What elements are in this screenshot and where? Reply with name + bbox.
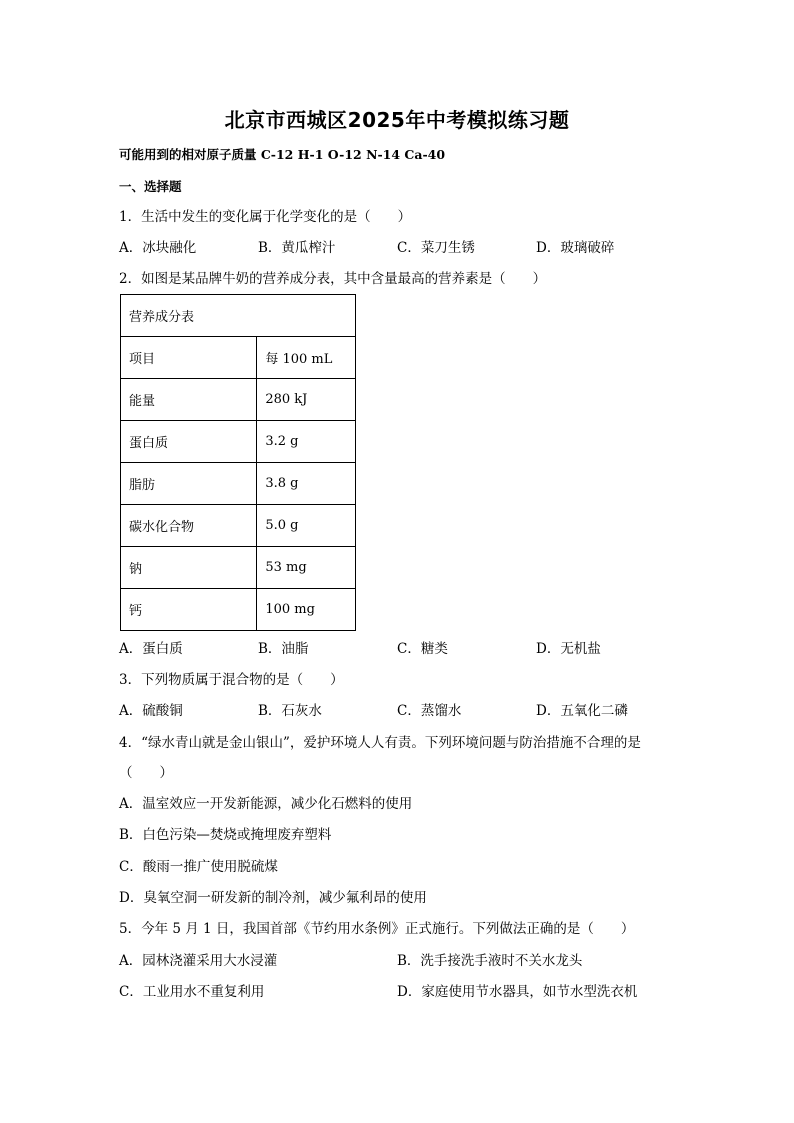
question-3-option-d: D．五氧化二磷 [536,703,628,719]
question-1-option-c: C．菜刀生锈 [397,240,475,256]
atomic-mass-line: 可能用到的相对原子质量 C-12 H-1 O-12 N-14 Ca-40 [119,147,446,162]
question-5-option-c: C．工业用水不重复利用 [119,984,265,1000]
table-cell-value: 5.0 g [257,505,356,547]
question-3-option-a: A．硫酸铜 [119,703,183,719]
question-2-option-b: B．油脂 [258,641,309,657]
table-cell-item: 钠 [121,547,257,589]
table-row [121,379,356,421]
question-1-option-d: D．玻璃破碎 [536,240,615,256]
table-cell-item: 碳水化合物 [121,505,257,547]
table-header-cell: 营养成分表 [121,295,356,337]
question-4-option-d: D．臭氧空洞一研发新的制冷剂，减少氟利昂的使用 [119,890,427,906]
question-1-stem: 1．生活中发生的变化属于化学变化的是（ ） [119,209,412,225]
question-5-stem: 5．今年 5 月 1 日，我国首部《节约用水条例》正式施行。下列做法正确的是（ ） [119,921,635,937]
table-row [121,337,356,379]
table-cell-value: 100 mg [257,589,356,631]
table-row [121,463,356,505]
question-5-option-d: D．家庭使用节水器具，如节水型洗衣机 [397,984,638,1000]
question-4-stem: 4．“绿水青山就是金山银山”，爱护环境人人有责。下列环境问题与防治措施不合理的是 [119,735,641,751]
table-cell-value: 3.2 g [257,421,356,463]
section-heading: 一、选择题 [119,179,182,194]
table-cell-value: 3.8 g [257,463,356,505]
table-row [121,547,356,589]
table-cell-value: 每 100 mL [257,337,356,379]
question-1-option-b: B．黄瓜榨汁 [258,240,336,256]
table-cell-value: 280 kJ [257,379,356,421]
table-cell-item: 蛋白质 [121,421,257,463]
question-3-option-c: C．蒸馏水 [397,703,462,719]
table-cell-value: 53 mg [257,547,356,589]
table-row [121,589,356,631]
question-3-option-b: B．石灰水 [258,703,322,719]
question-2-stem: 2．如图是某品牌牛奶的营养成分表，其中含量最高的营养素是（ ） [119,271,547,287]
document-title: 北京市西城区2025年中考模拟练习题 [224,108,570,132]
question-2-option-a: A．蛋白质 [119,641,183,657]
question-4-option-b: B．白色污染—焚烧或掩埋废弃塑料 [119,827,332,843]
question-2-option-c: C．糖类 [397,641,448,657]
question-5-option-a: A．园林浇灌采用大水浸灌 [119,953,278,969]
table-cell-item: 钙 [121,589,257,631]
question-2-option-d: D．无机盐 [536,641,601,657]
question-4-option-c: C．酸雨一推广使用脱硫煤 [119,859,278,875]
table-cell-item: 脂肪 [121,463,257,505]
question-5-option-b: B．洗手接洗手液时不关水龙头 [397,953,583,969]
question-1-option-a: A．冰块融化 [119,240,197,256]
question-4-stem-continuation: （ ） [119,765,173,781]
nutrition-table [120,294,356,631]
table-row [121,505,356,547]
table-row [121,421,356,463]
table-header-row [121,295,356,337]
table-cell-item: 能量 [121,379,257,421]
question-3-stem: 3．下列物质属于混合物的是（ ） [119,672,344,688]
question-4-option-a: A．温室效应一开发新能源，减少化石燃料的使用 [119,796,413,812]
table-cell-item: 项目 [121,337,257,379]
